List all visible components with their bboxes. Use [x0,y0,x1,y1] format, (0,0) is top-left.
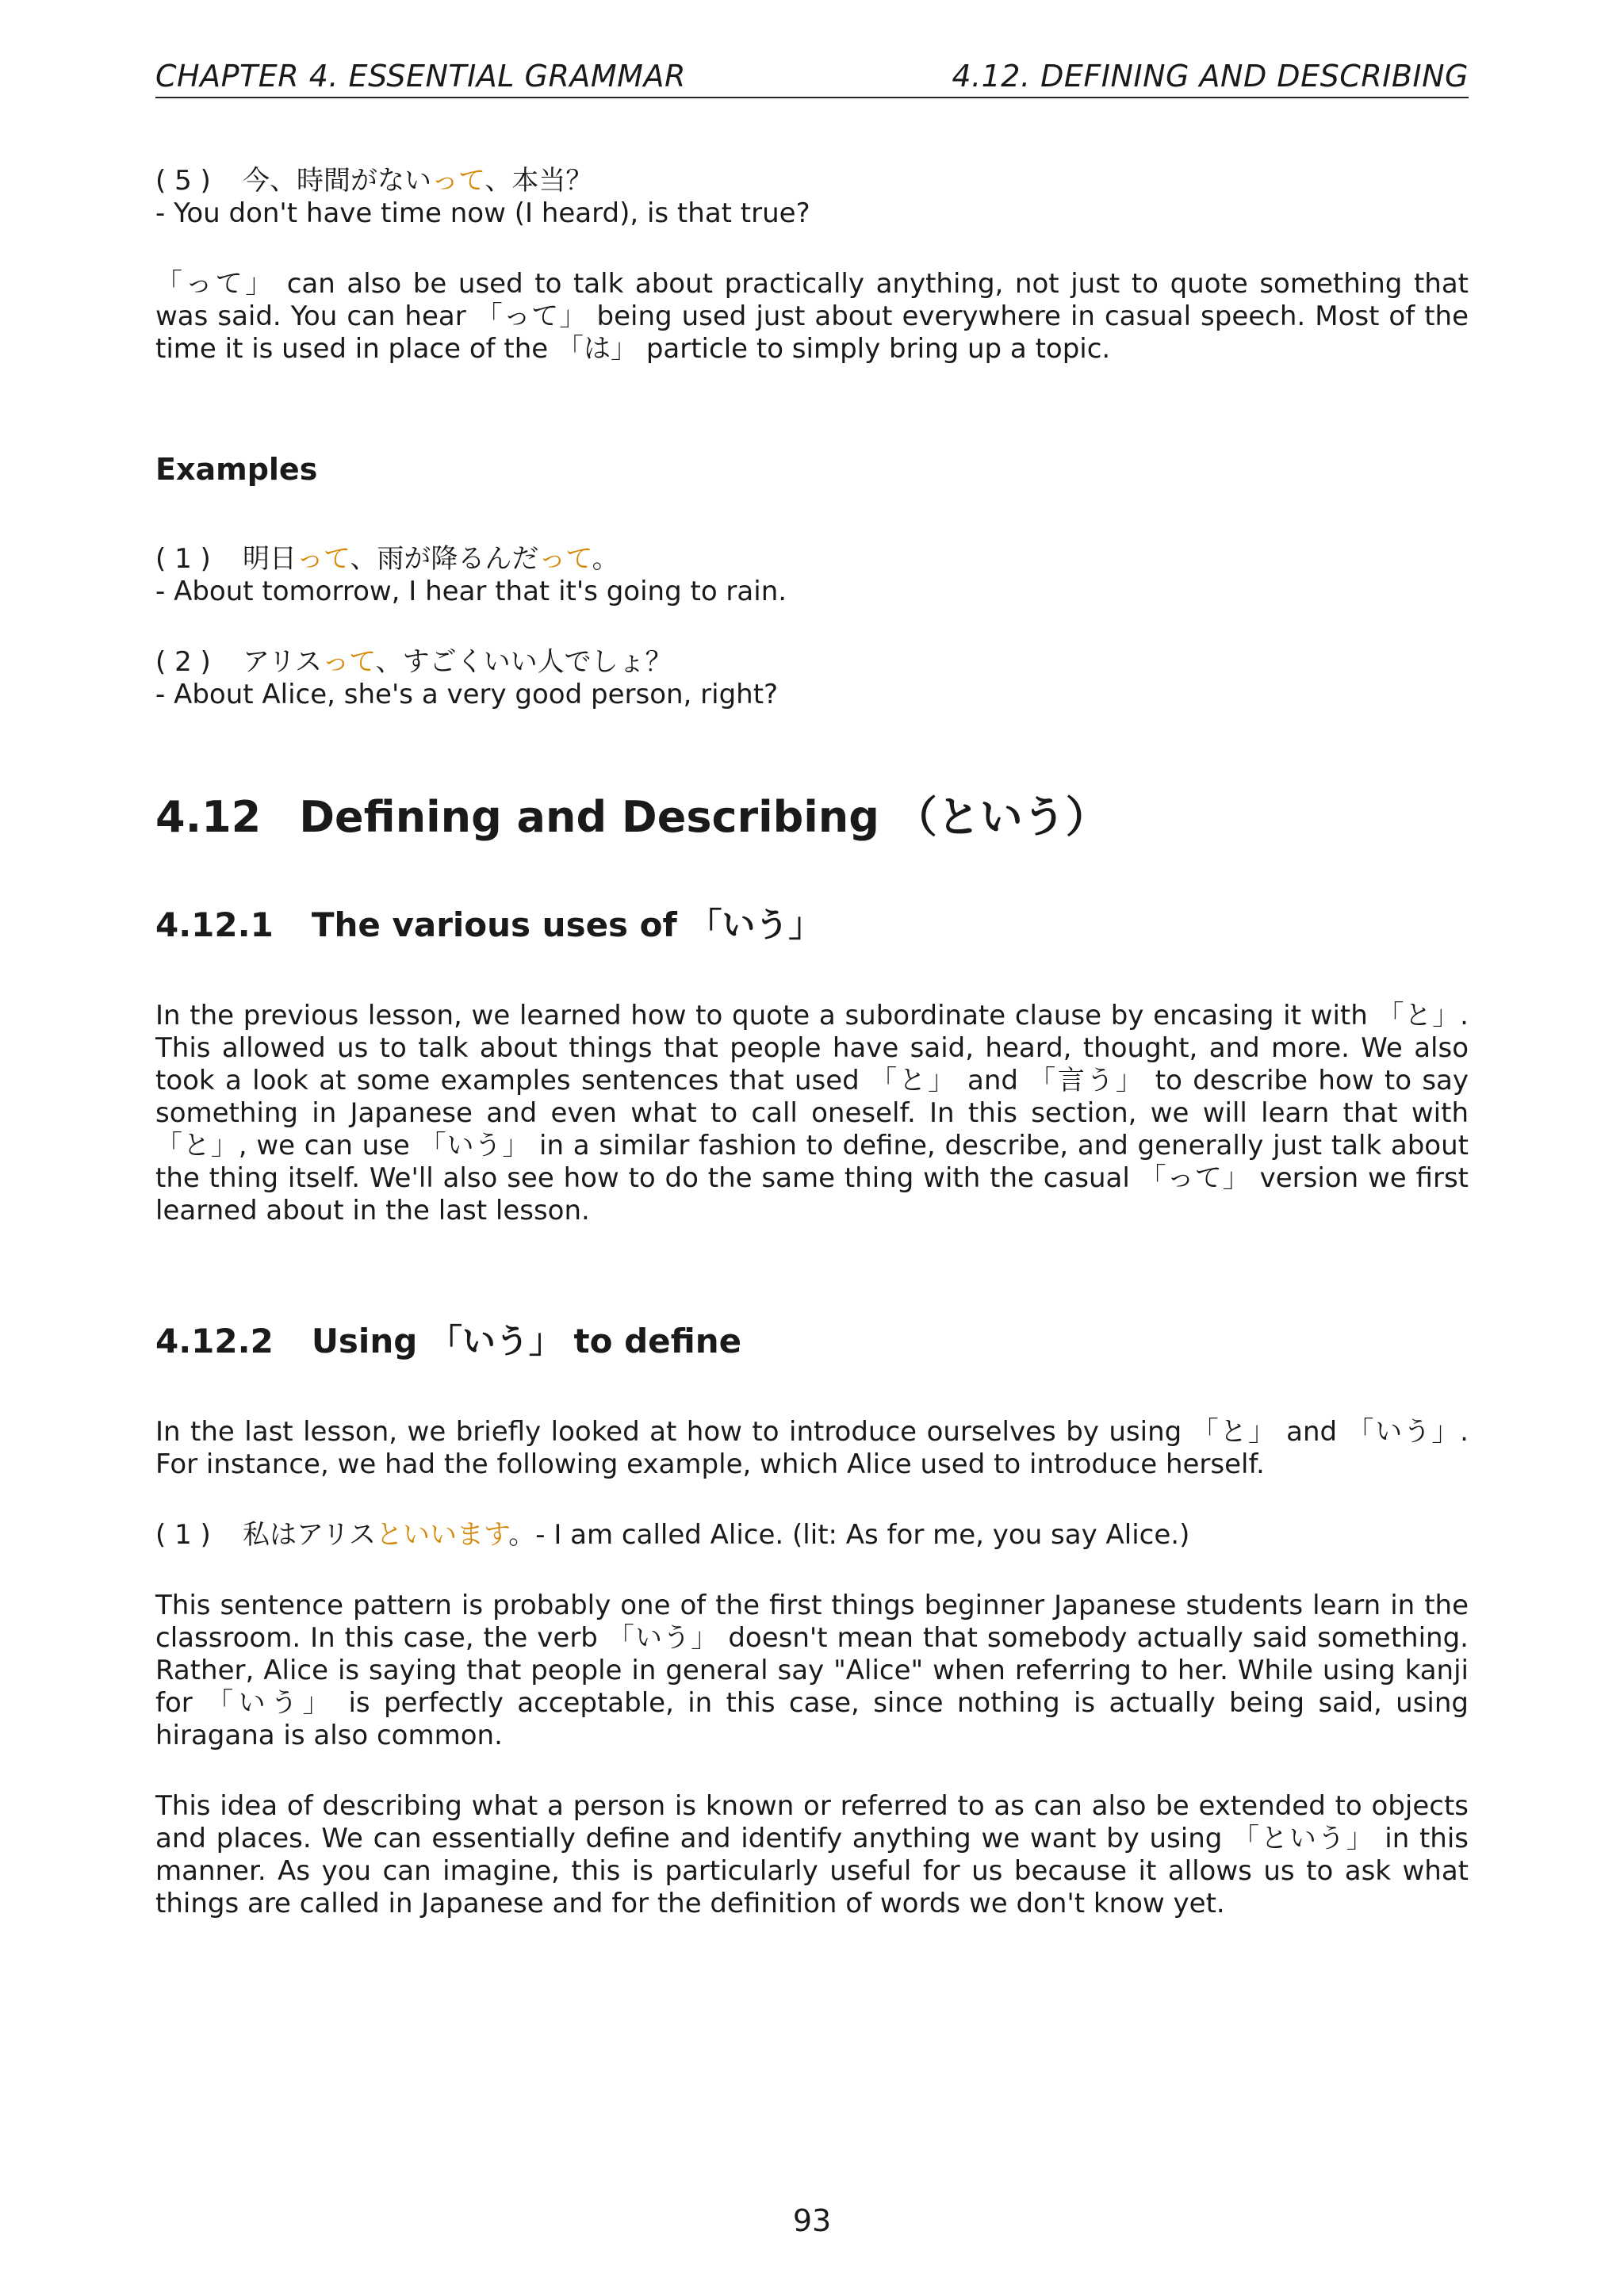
subsection-number: 4.12.2 [155,1322,274,1360]
example-translation: - About tomorrow, I hear that it's going to rain. [155,576,787,607]
page-content [155,159,1469,1920]
subsection-heading-1 [155,905,1469,946]
section-heading [155,792,1469,843]
jp-highlight: って [431,165,485,197]
subsection-number: 4.12.1 [155,905,274,944]
example-number: ( 2 ) [155,646,211,678]
paragraph-sentence-pattern: This sentence pattern is probably one of the first things beginner Japanese students learn in the classroom. In this case, the verb 「いう」 doesn't mean that somebody actually said something. Rather, Alice is saying that people in general say "Alice" when referring to her. While using kanji for 「いう」 is perfectly acceptable, in this case, since nothing is actually being said, using hiragana is also common. [155,1590,1469,1751]
jp-text: 。 [508,1519,536,1551]
subsection-title: Using 「いう」 to define [311,1322,742,1360]
jp-highlight: といいます [375,1519,509,1551]
example-translation: - I am called Alice. (lit: As for me, you say Alice.) [535,1519,1190,1551]
jp-text: アリス [243,646,323,678]
paragraph-introduce: In the last lesson, we briefly looked at how to introduce ourselves by using 「と」 and 「いう」. For instance, we had the following example, which Alice used to introduce herself. [155,1416,1469,1480]
jp-highlight: って [538,543,592,575]
example-5 [155,165,1469,230]
paragraph-describing: This idea of describing what a person is known or referred to as can also be extended to objects and places. We can essentially define and identify anything we want by using 「という」 in this manner. As you can imagine, this is particularly useful for us because it allows us to ask what things are called in Japanese and for the definition of words we don't know yet. [155,1790,1469,1919]
example-number: ( 1 ) [155,543,211,575]
jp-highlight: って [297,543,350,575]
jp-text: 、本当？ [485,165,593,197]
jp-text: 、雨が降るんだ [350,543,539,575]
page-number: 93 [792,2203,832,2238]
section-number: 4.12 [155,792,262,842]
subsection-heading-2 [155,1321,1469,1362]
running-header [155,52,1469,98]
example-japanese [155,646,1469,679]
jp-text: 、すごくいい人でしょ？ [375,646,672,678]
example-translation: - About Alice, she's a very good person, right? [155,679,779,710]
header-section: 4.12. DEFINING AND DESCRIBING [952,59,1469,94]
example-japanese [155,543,1469,576]
subsection-title: The various uses of 「いう」 [311,905,822,944]
header-chapter: CHAPTER 4. ESSENTIAL GRAMMAR [155,59,686,94]
example-number: ( 1 ) [155,1519,211,1551]
paragraph-tte-topic: 「って」 can also be used to talk about practically anything, not just to quote something that was said. You can hear 「って」 being used just about everywhere in casual speech. Most of the time it is used in place of the 「は」 particle to simply bring up a topic. [155,268,1469,365]
jp-highlight: って [322,646,376,678]
paragraph-various-uses: In the previous lesson, we learned how to quote a subordinate clause by encasing it with 「と」. This allowed us to talk about things that people have said, heard, thought, and more. We also took a look at some examples sentences that used 「と」 and 「言う」 to describe how to say something in Japanese and even what to call oneself. In this section, we will learn that with 「と」, we can use 「いう」 in a similar fashion to define, describe, and generally just talk about the thing itself. We'll also see how to do the same thing with the casual 「って」 version we first learned about in the last lesson. [155,1000,1469,1226]
jp-text: 。 [592,543,619,575]
example-japanese [155,165,1469,197]
example-translation: - You don't have time now (I heard), is that true? [155,197,810,229]
jp-text: 今、時間がない [243,165,431,197]
example-1 [155,543,1469,608]
jp-text: 明日 [243,543,297,575]
example-alice [155,1519,1469,1552]
example-number: ( 5 ) [155,165,211,197]
example-2 [155,646,1469,711]
examples-heading: Examples [155,452,318,487]
jp-text: 私はアリス [243,1519,376,1551]
section-title: Defining and Describing （という） [299,792,1109,842]
